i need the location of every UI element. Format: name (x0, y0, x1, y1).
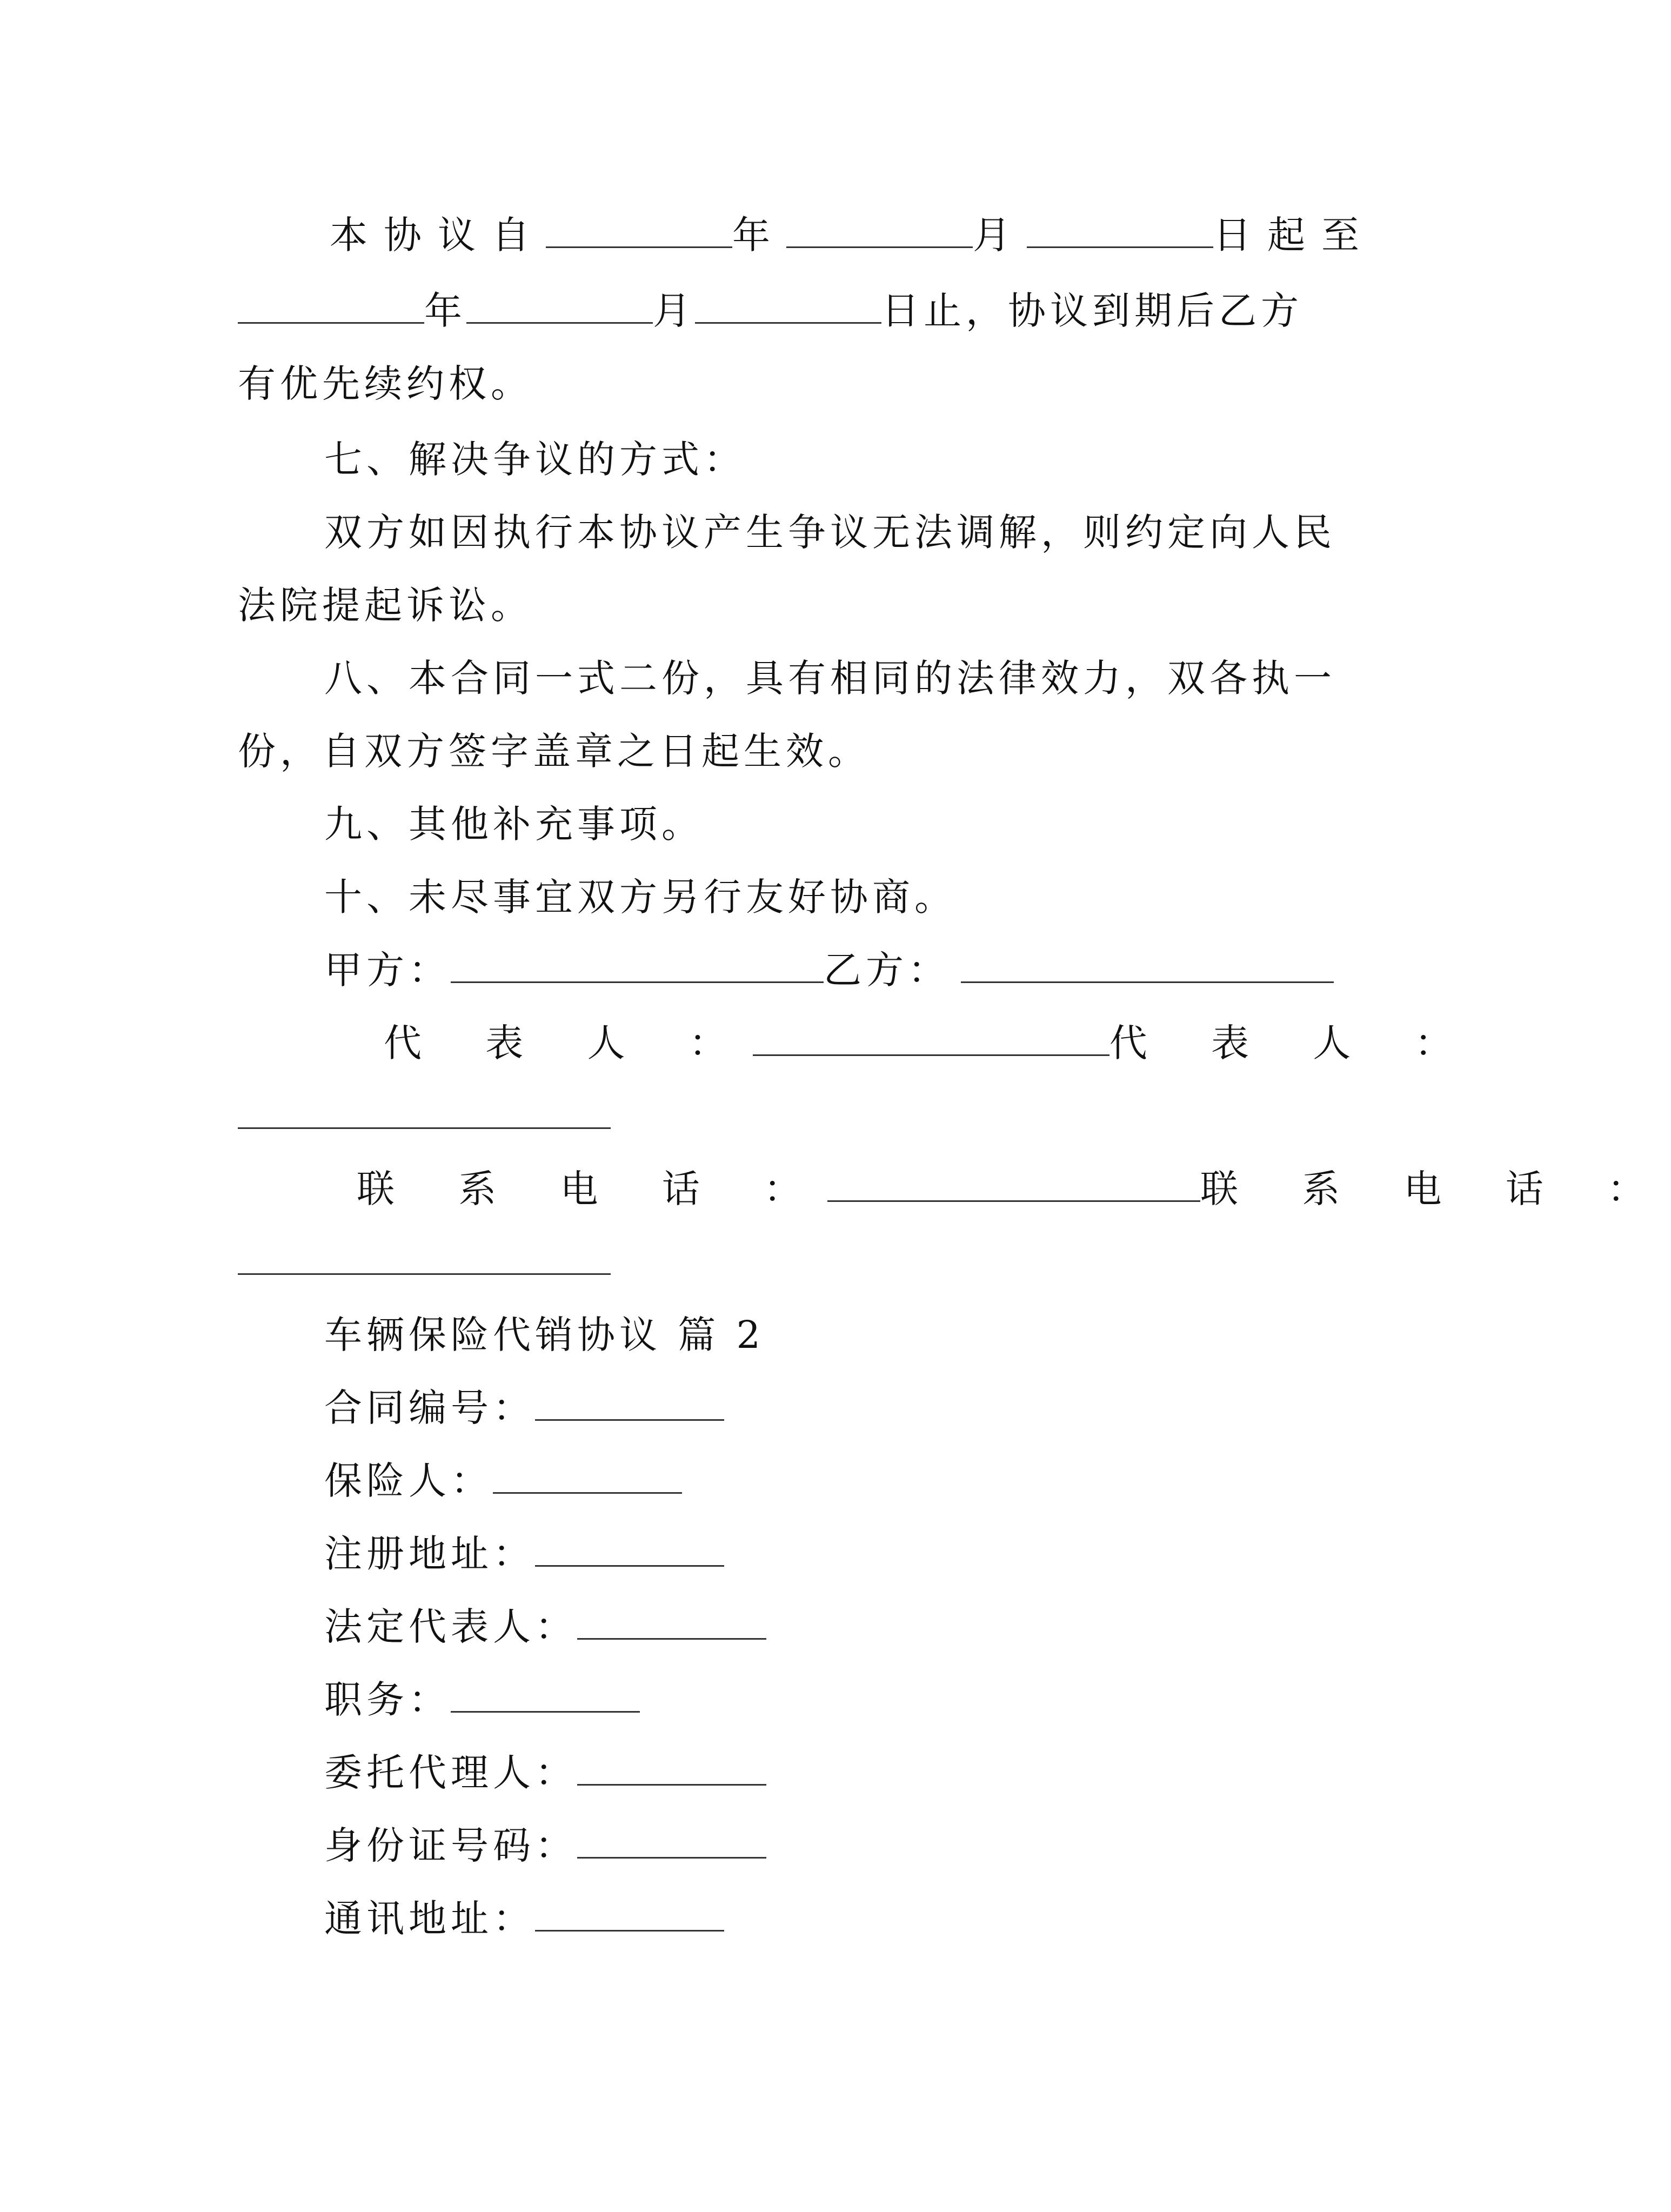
phone-b-blank (238, 1239, 611, 1275)
year-blank (546, 212, 732, 248)
field-insurer (324, 1454, 1335, 1508)
section-heading-10: 十、未尽事宜双方另行友好协商。 (324, 875, 957, 919)
phone-b-line (238, 1235, 1335, 1289)
field-blank (577, 1749, 766, 1786)
field-position (324, 1673, 1335, 1727)
field-blank (535, 1531, 724, 1567)
end-month-label: 月 (653, 289, 695, 333)
paragraph-line: 有优先续约权。 (238, 362, 533, 406)
phone-a-blank (827, 1166, 1200, 1202)
month-label: 月 (973, 213, 1027, 257)
representative-line (384, 1016, 1479, 1070)
field-mailing-address (324, 1892, 1335, 1946)
party-a-blank (451, 947, 824, 983)
day-blank (1027, 212, 1213, 248)
end-day-blank (695, 288, 881, 324)
party-a-label: 甲方： (324, 948, 451, 992)
representative-b-label: 代 表 人 ： (1109, 1021, 1479, 1065)
field-legal-representative (324, 1600, 1335, 1654)
term-line-2 (238, 284, 1335, 338)
representative-b-line (238, 1089, 1335, 1143)
representative-b-blank (238, 1093, 611, 1129)
section-heading-9: 九、其他补充事项。 (324, 802, 704, 846)
paragraph-line: 法院提起诉讼。 (238, 583, 533, 627)
paragraph-line: 双方如因执行本协议产生争议无法调解，则约定向人民 (324, 510, 1336, 554)
section-heading-7: 七、解决争议的方式： (324, 437, 746, 482)
phone-a-label: 联 系 电 话 ： (357, 1167, 828, 1211)
section-heading-8: 八、本合同一式二份，具有相同的法律效力，双各执一 (324, 656, 1336, 700)
field-label: 职务： (324, 1678, 451, 1722)
phone-line (357, 1162, 1671, 1216)
section-title: 车辆保险代销协议 篇 2 (324, 1313, 765, 1357)
field-blank (451, 1676, 640, 1713)
paragraph-line: 份，自双方签字盖章之日起生效。 (238, 729, 870, 773)
party-b-blank (961, 947, 1334, 983)
end-year-blank (238, 288, 424, 324)
field-label: 注册地址： (324, 1532, 535, 1576)
field-blank (535, 1895, 724, 1932)
field-blank (493, 1458, 682, 1494)
field-blank (577, 1822, 766, 1859)
field-id-number (324, 1819, 1335, 1873)
field-label: 通讯地址： (324, 1896, 535, 1941)
field-authorized-agent (324, 1746, 1335, 1800)
party-line (324, 943, 1335, 997)
term-prefix: 本协议自 (330, 213, 546, 257)
field-label: 保险人： (324, 1459, 493, 1503)
end-year-label: 年 (424, 289, 466, 333)
field-blank (535, 1385, 724, 1421)
field-label: 合同编号： (324, 1386, 535, 1430)
field-label: 委托代理人： (324, 1750, 577, 1795)
field-label: 身份证号码： (324, 1823, 577, 1868)
representative-a-label: 代 表 人 ： (384, 1021, 753, 1065)
month-blank (786, 212, 973, 248)
field-contract-number (324, 1381, 1335, 1435)
end-day-label: 日止，协议到期后乙方 (881, 289, 1303, 333)
field-blank (577, 1603, 766, 1640)
phone-b-label: 联 系 电 话 ： (1200, 1167, 1671, 1211)
term-line-1 (330, 208, 1375, 262)
start-day-label: 日起至 (1213, 213, 1375, 257)
field-registered-address (324, 1527, 1335, 1581)
end-month-blank (466, 288, 653, 324)
party-b-label: 乙方： (824, 948, 950, 992)
field-label: 法定代表人： (324, 1605, 577, 1649)
year-label: 年 (732, 213, 786, 257)
representative-a-blank (753, 1020, 1109, 1056)
